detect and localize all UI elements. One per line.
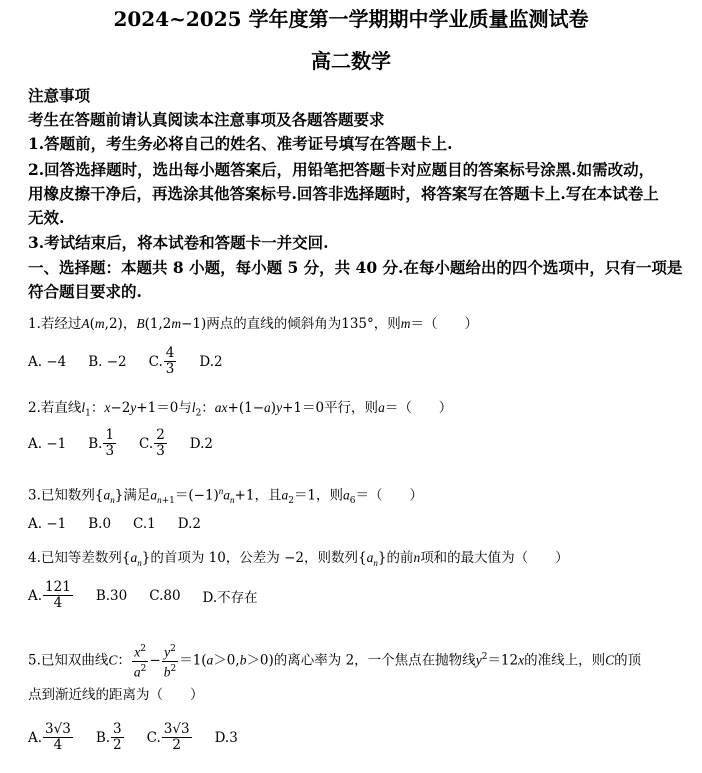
q5-option-a: A. $\frac{3√3}{4}$ bbox=[28, 721, 71, 753]
section1-line2: 符合题目要求的. bbox=[28, 282, 142, 301]
q3-option-a: A. −1 bbox=[28, 516, 67, 532]
q2-option-d: D.2 bbox=[189, 435, 214, 452]
q3-option-b: B.0 bbox=[88, 516, 112, 532]
q2-option-b: B. $\frac{1}{3}$ bbox=[88, 427, 115, 459]
q4-option-c: C.80 bbox=[149, 587, 181, 604]
q3-option-c: C.1 bbox=[133, 516, 156, 532]
question-1: 1.若经过A(m,2)，B(1,2m−1)两点的直线的倾斜角为135°，则m＝（ ） bbox=[28, 316, 479, 332]
question-3-options bbox=[28, 516, 201, 532]
q1-option-c: C. $\frac{4}{3}$ bbox=[148, 345, 175, 377]
q3-option-d: D.2 bbox=[177, 516, 202, 532]
notice-heading: 注意事项 bbox=[28, 86, 91, 105]
q2-option-a: A. −1 bbox=[28, 435, 67, 452]
notice-item2c: 无效. bbox=[28, 208, 65, 227]
notice-item1: 1.答题前，考生务必将自己的姓名、准考证号填写在答题卡上. bbox=[28, 134, 453, 153]
notice-line1: 考生在答题前请认真阅读本注意事项及各题答题要求 bbox=[28, 110, 385, 129]
exam-title: 2024~2025 学年度第一学期期中学业质量监测试卷 bbox=[113, 7, 589, 31]
q5-option-c: C. $\frac{3√3}{2}$ bbox=[146, 721, 190, 753]
question-5-options bbox=[28, 722, 238, 753]
question-3: 3.已知数列$\{a_n\}$满足$a_{n+1}=(-1)^na_n+1$，且$a_2=1$，则$a_6=$（ ） bbox=[28, 486, 424, 507]
question-4: 4.已知等差数列$\{a_n\}$的首项为 10，公差为 −2，则数列$\{a_n\}$的前n项和的最大值为（ ） bbox=[28, 550, 569, 568]
question-5-line2: 点到渐近线的距离为（ ） bbox=[28, 687, 204, 703]
q1-option-b: B. −2 bbox=[88, 353, 127, 370]
q5-option-d: D.3 bbox=[214, 729, 238, 746]
notice-item2a: 2.回答选择题时，选出每小题答案后，用铅笔把答题卡对应题目的答案标号涂黑.如需改动， bbox=[28, 160, 655, 179]
q2-option-c: C. $\frac{2}{3}$ bbox=[139, 427, 165, 459]
section1-line1: 一、选择题：本题共 8 小题，每小题 5 分，共 40 分.在每小题给出的四个选项中，只有一项是 bbox=[28, 258, 683, 277]
q4-option-a: A. $\frac{121}{4}$ bbox=[28, 579, 71, 611]
q1-option-a: A. −4 bbox=[28, 353, 67, 370]
q4-option-d: D.不存在 bbox=[202, 589, 258, 606]
exam-subtitle: 高二数学 bbox=[311, 49, 391, 73]
question-4-options bbox=[28, 580, 258, 611]
notice-item3: 3.考试结束后，将本试卷和答题卡一并交回. bbox=[28, 233, 329, 252]
question-5: 5.已知双曲线C： $\frac{x^2}{a^2}$ − $\frac{y^2}{b^2}$ ＝1(a＞0,b＞0)的离心率为 2，一个焦点在抛物线$y^2=12x$的准线上，则C的顶 bbox=[28, 644, 642, 679]
question-2-options bbox=[28, 428, 213, 459]
q5-option-b: B. $\frac{3}{2}$ bbox=[95, 721, 122, 753]
question-2: 2.若直线$l_1$：x−2y+1＝0与$l_2$：ax+(1−a)y+1＝0平行，则a＝（ ） bbox=[28, 400, 453, 419]
notice-item2b: 用橡皮擦干净后，再选涂其他答案标号.回答非选择题时，将答案写在答题卡上.写在本试卷上 bbox=[28, 184, 659, 203]
question-1-options bbox=[28, 346, 223, 377]
q1-option-d: D.2 bbox=[199, 353, 223, 370]
q4-option-b: B.30 bbox=[95, 587, 128, 604]
